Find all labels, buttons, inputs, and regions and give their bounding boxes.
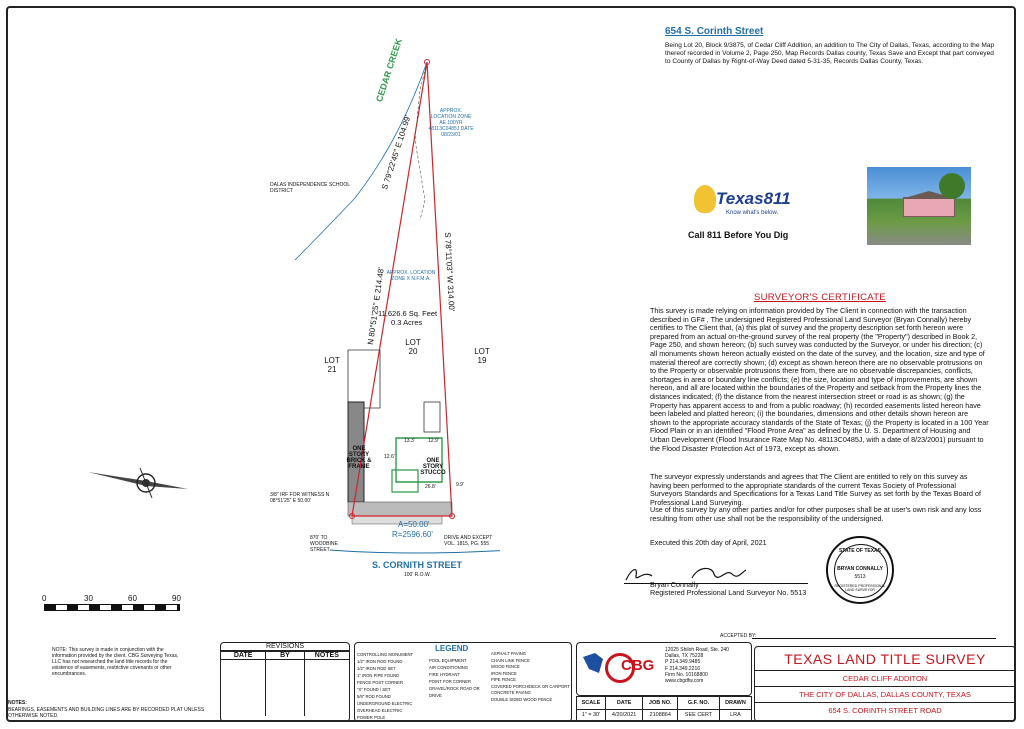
legend-item: PIPE FENCE	[491, 677, 516, 682]
house-label: ONE STORY STUCCO	[420, 458, 446, 476]
survey-title: TEXAS LAND TITLE SURVEY	[784, 651, 986, 667]
legend-column-3	[491, 651, 571, 703]
address-title: 654 S. Corinth Street	[665, 26, 764, 37]
legend-item: ASPHALT PAVING	[491, 651, 527, 656]
value-job: 2108864	[643, 709, 678, 722]
company-abbr: CBG	[621, 657, 655, 674]
revisions-header-date: DATE	[221, 652, 266, 660]
texas-shape-icon	[583, 653, 603, 673]
value-gf: SEE CERT	[678, 709, 720, 722]
revisions-block	[220, 642, 350, 722]
woodbine-label: 870' TO WOODBINE STREET	[310, 535, 338, 553]
scale-bar	[42, 594, 192, 612]
scale-bar-graphic	[44, 604, 180, 611]
company-info	[665, 647, 729, 684]
deed-ref-label: DRIVE AND EXCEPT VOL. 1815, PG. 555	[444, 535, 493, 547]
scale-tick: 90	[172, 594, 181, 603]
photo-house	[903, 197, 955, 217]
notes-bottom-text: BEARINGS, EASEMENTS AND BUILDING LINES ARE BY RECORDED PLAT UNLESS OTHERWISE NOTED.	[8, 707, 205, 719]
legend-title: LEGEND	[435, 644, 469, 653]
legend-item: "X" FOUND / SET	[357, 687, 391, 692]
legend-item: 1" IRON PIPE FOUND	[357, 673, 400, 678]
scale-tick: 60	[128, 594, 137, 603]
school-district-label: DALAS INDEPENDENCE SCHOOL DISTRICT	[270, 182, 350, 194]
value-scale: 1" = 30'	[577, 709, 606, 722]
company-firm: Firm No. 10168800	[665, 671, 708, 678]
revisions-title: REVISIONS	[221, 643, 349, 651]
company-phone: P 214.349.9485	[665, 659, 701, 666]
property-photo	[867, 167, 971, 245]
header-scale: SCALE	[577, 697, 606, 710]
header-gf: G.F. NO.	[678, 697, 720, 710]
value-date: 4/20/2021	[605, 709, 642, 722]
revisions-header-by: BY	[266, 652, 304, 660]
legend-item: CONCRETE PAVING	[491, 690, 531, 695]
lot21-label: LOT 21	[324, 356, 340, 374]
certificate-title: SURVEYOR'S CERTIFICATE	[754, 292, 886, 303]
title-block	[754, 646, 1016, 722]
driveway	[348, 502, 452, 516]
legend-item: POOL EQUIPMENT	[429, 658, 467, 663]
house-dim-2: 12.9'	[428, 438, 439, 444]
creek-label: CEDAR CREEK	[374, 37, 404, 104]
surveyor-seal	[826, 536, 894, 604]
legend-item: 1/2" IRON ROD SET	[357, 666, 396, 671]
legend-block	[354, 642, 572, 722]
house-dim-4: 26.8'	[425, 484, 436, 490]
seal-bottom-text: REGISTERED PROFESSIONAL LAND SURVEYOR	[834, 584, 886, 592]
lot19-label: LOT 19	[474, 347, 490, 365]
north-arrow-icon	[88, 462, 192, 504]
header-job: JOB NO.	[643, 697, 678, 710]
header-drawn: DRAWN	[719, 697, 751, 710]
certificate-paragraph-2: The surveyor expressly understands and agrees that The Client are entitled to rely on this survey as having been performed to the appropriate standards of the current Texas Society of Professional Surveyors Standards and Specifications for a Texas Land Title Survey as set forth by the Texas Board of Professional Land Surveying.	[650, 472, 981, 507]
legend-item: FENCE POST CORNER	[357, 680, 403, 685]
seal-top-text: STATE OF TEXAS	[838, 548, 882, 554]
photo-tree	[939, 173, 965, 199]
legend-item: OVERHEAD ELECTRIC	[357, 708, 403, 713]
company-address: 12025 Shiloh Road, Ste. 240	[665, 647, 729, 653]
legend-column-2	[429, 657, 489, 699]
lot-acres: 0.3 Acres	[391, 318, 423, 327]
seal-number: 5513	[854, 574, 866, 580]
house-dim-5: 9.9'	[456, 482, 464, 488]
legend-column-1	[357, 651, 427, 721]
logo-tagline: Know what's below.	[726, 210, 779, 216]
company-city: Dallas, TX 75228	[665, 653, 704, 660]
legend-item: POWER POLE	[357, 715, 386, 720]
scale-tick: 30	[84, 594, 93, 603]
lot-area: 11,626.6 Sq. Feet	[378, 309, 438, 318]
logo-brand: Texas811	[716, 189, 791, 208]
flood-line	[415, 62, 427, 220]
house-dim-1: 13.3'	[404, 438, 415, 444]
legend-item: 1/2" IRON ROD FOUND	[357, 659, 403, 664]
creek-bearing: S 79°22'45" E 104.99'	[380, 114, 413, 191]
legend-item: FIRE HYDRANT	[429, 672, 460, 677]
signer-name: Bryan Connally	[650, 580, 699, 589]
note-text: NOTE: This survey is made in conjunction with the information provided by the client. CBG Surveying Texas, LLC has not researched the land title records for the existence of easements, restrictive covenants or other encumbrances.	[52, 647, 179, 677]
flood-zone-ae-label: APPROX. LOCATION ZONE AE 100YR 48113C0485J DATE 08/23/01	[428, 108, 474, 138]
curve-radius: R=2596.60'	[392, 530, 433, 539]
legend-item: POINT FOR CORNER	[429, 679, 472, 684]
seal-name: BRYAN CONNALLY	[837, 566, 883, 572]
certificate-paragraph-3: Use of this survey by any other parties and/or for other purposes shall be at user's own risk and any loss resulting from other use shall not be the responsibility of the undersigned.	[650, 505, 982, 523]
signer-title: Registered Professional Land Surveyor No. 5513	[650, 588, 807, 597]
creek-line	[295, 62, 427, 260]
legend-item: COVERED PORCH/DECK OR CARPORT	[491, 683, 570, 689]
header-date: DATE	[605, 697, 642, 710]
house-dim-3: 12.6'	[384, 454, 395, 460]
neighbor-house-label: ONE STORY BRICK & FRAME	[346, 446, 372, 470]
street-row: 100' R.O.W.	[404, 572, 431, 578]
legend-item: CHAIN LINK FENCE	[491, 657, 530, 663]
company-block	[576, 642, 752, 696]
legend-item: AIR CONDITIONING	[429, 665, 469, 670]
revisions-header-notes: NOTES	[304, 652, 349, 660]
accepted-by-line[interactable]	[752, 638, 996, 639]
legend-item: UNDERGROUND ELECTRIC	[357, 701, 413, 706]
curve-arc: A=50.00'	[398, 520, 430, 529]
call-811-line: Call 811 Before You Dig	[688, 230, 789, 240]
legend-item: CONTROLLING MONUMENT	[357, 652, 414, 657]
west-bearing: N 80°51'25" E 214.48'	[366, 266, 386, 346]
texas811-logo	[688, 183, 800, 245]
legend-item: IRON FENCE	[491, 670, 517, 676]
accepted-by-label: ACCEPTED BY:	[720, 633, 757, 639]
lot20-label: LOT 20	[405, 338, 421, 356]
legend-item: 5/8" ROD FOUND	[357, 694, 391, 699]
street-name: S. CORNITH STREET	[372, 560, 463, 570]
job-info-table	[576, 696, 752, 722]
legend-item: WOOD FENCE	[491, 664, 520, 669]
witness-label: 3/8" IRF FOR WITNESS N 08°51'25" E 50.00'	[270, 492, 330, 504]
scale-tick: 0	[42, 594, 47, 603]
certificate-paragraph-1: This survey is made relying on information provided by The Client in connection with the transaction described in GF# , The undersigned Registered Professional Land Surveyor (Bryan Connally) hereby certifies to The Client that, (a) this plat of survey and the property description set forth hereon were prepared from an actual on-the-ground survey of the real property (the "Property") described in Book 2, Page 250, and shown hereon; (b) such survey was conducted by the Surveyor, or under his direction; (c) all monuments shown hereon actually existed on the date of the survey, and the location, size and type of material thereof are correctly shown; (d) except as shown hereon there are no observable protrusions on to the Property or observable protrusions there from, there are no observable discrepancies, conflicts, shortages in area or boundary line conflicts; (e) the size, location and type of improvements, are shown hereon, and all are located within the boundaries of the Property and setback from the Property lines the distances indicated; (f) the distance from the nearest intersection street or road is as shown; (g) the Property has apparent access to and from a public roadway; (h) recorded easements listed hereon have been labeled and platted hereon; (i) the boundaries, dimensions and other details shown hereon are shown to the appropriate accuracy standards of the State of Texas; (j) the Property is located in a 100 Year Flood Plain or in an identified "Flood Prone Area" as defined by the U. S. Department of Housing and Urban Development (Flood Insurance Rate Map No. 48113C0485J, with a date of 8/23/2001) pursuant to the Flood Disaster Protection Act of 1973, except as shown.	[650, 306, 989, 453]
east-bearing: S 78°11'03" W 314.00'	[443, 232, 457, 312]
flood-zone-x-label: APPROX. LOCATION ZONE X N.F.M.A.	[386, 270, 436, 282]
company-fax: F 214.349.2216	[665, 665, 701, 672]
legal-description: Being Lot 20, Block 9/3875, of Cedar Cliff Addition, an addition to The City of Dallas, Texas, according to the Map thereof recorded in Volume 2, Page 250, Map Records Dallas county, Texas Save and Except that part conveyed to County of Dallas by Right-of-Way Deed dated 5-31-35, Records Dallas County, Texas.	[665, 42, 995, 65]
addition-name: CEDAR CLIFF ADDITON	[842, 674, 928, 683]
street-address: 654 S. CORINTH STREET ROAD	[828, 706, 942, 715]
company-web: www.cbgdfw.com	[665, 678, 704, 685]
value-drawn: LRA	[719, 709, 751, 722]
notes-title: NOTES:	[8, 700, 27, 706]
legend-item: GRAVEL/ROCK ROAD OR DRIVE	[429, 686, 480, 698]
executed-date: Executed this 20th day of April, 2021	[650, 538, 767, 547]
shed-shape	[424, 402, 440, 432]
legend-item: DOUBLE SIDED WOOD FENCE	[491, 696, 553, 702]
mascot-icon	[694, 185, 716, 213]
city-county: THE CITY OF DALLAS, DALLAS COUNTY, TEXAS	[799, 690, 971, 699]
